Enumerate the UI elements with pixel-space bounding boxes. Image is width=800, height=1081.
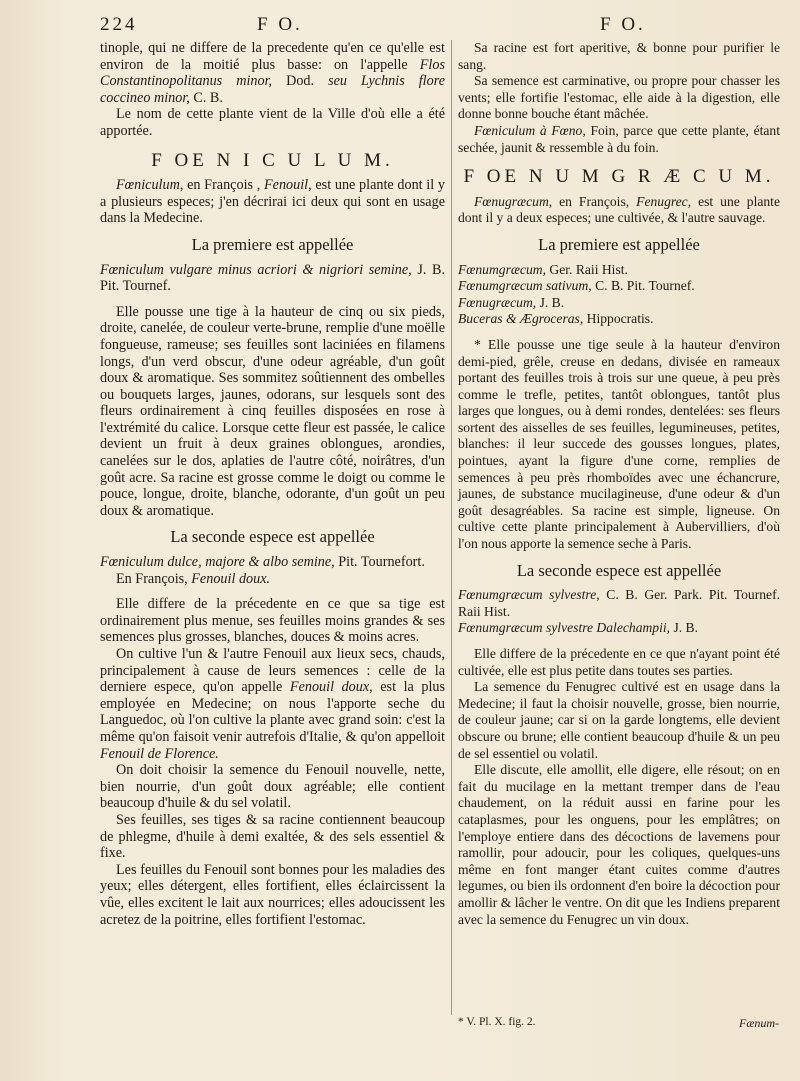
paragraph: Sa semence est carminative, ou propre pour chasser les vents; elle fortifie l'estomac, elle aide à la digestion, elle donne bonne bouche étant mâchée.: [458, 73, 780, 122]
footnote: * V. Pl. X. fig. 2.: [458, 1016, 536, 1028]
author: , Pit. Tournefort.: [331, 554, 425, 571]
paragraph: [100, 646, 445, 762]
latin-name: Fœnumgræcum sativum,: [458, 278, 592, 294]
paragraph: Sa racine est fort aperitive, & bonne pour purifier le sang.: [458, 40, 780, 72]
french-name: Fenouil: [264, 177, 309, 194]
text: , est une plante dont il y a plusieurs especes; j'en décrirai ici deux qui sont en usage dans la Medecine.: [100, 177, 445, 227]
column-rule: [451, 40, 452, 1015]
french-name: Fenugrec: [636, 193, 688, 209]
latin-name: seu Lychnis flore coccineo minor,: [100, 73, 446, 106]
text: En François,: [116, 570, 188, 587]
author: J. B.: [673, 620, 699, 636]
section-title: F OE N U M G R Æ C U M.: [463, 166, 775, 188]
author: J. B. Pit. Tournef.: [100, 261, 446, 295]
paragraph: Elle discute, elle amollit, elle digere, elle résout; on en fait du mucilage en la mettant tremper dans de l'eau chaudement, on la réduit aussi en farine pour les cataplasmes, pour les onguens, pour les emplâtres; on l'employe entiere dans des décoctions de lavemens pour ramollir, pour adoucir, pour les coliques, quelques-uns même en font manger étant cuites comme d'autres legumes, ou bien ils ordonnent d'en boire la décoction pour amollir & lâcher le ventre. On dit que les Indiens preparent avec la semence du Fenugrec un vin doux.: [458, 762, 780, 927]
paragraph: [458, 194, 780, 227]
paragraph: La semence du Fenugrec cultivé est en usage dans la Medecine; il faut la choisir nouvelle, grosse, bien nourrie, de couleur jaune; car si on la garde longtems, elle devient obscure ou brune; elle contient beaucoup d'huile & un peu de sel essentiel ou volatil.: [458, 679, 780, 761]
text: On cultive l'un & l'autre Fenouil aux lieux secs, chauds, principalement à cause de leurs semences : celle de la derniere espece, qu'on appelle: [100, 646, 445, 696]
french-name: Fenouil doux.: [191, 570, 271, 587]
text: , est la plus employée en Medecine; on nous l'apporte seche du Languedoc, où l'on cultive la plante avec grand soin: c'est la même qu'on faisoit venir autrefois d'Italie, & qu'on appelloit: [100, 679, 446, 745]
latin-name: Fœnumgræcum sylvestre,: [458, 587, 600, 603]
paragraph: [100, 177, 445, 227]
synonym: [458, 620, 780, 637]
paragraph: Elle differe de la précedente en ce que n'ayant point été cultivée, elle est plus petite dans toutes ses parties.: [458, 646, 780, 678]
synonym: [100, 262, 445, 295]
text: Foin, parce que cette plante, étant sechée, jaunit & ressemble à du foin.: [458, 122, 780, 155]
left-column: [100, 40, 445, 928]
latin-name: Buceras & Ægroceras,: [458, 311, 584, 327]
author: J. B.: [539, 294, 565, 310]
latin-name: Fœnugræcum: [474, 193, 549, 209]
text: , en François,: [548, 193, 630, 209]
synonym: [100, 571, 445, 588]
section-title: F OE N I C U L U M.: [151, 149, 394, 171]
french-name: Fenouil doux: [289, 679, 370, 696]
french-name: Fenouil de Florence.: [100, 745, 219, 762]
running-head-right: F O.: [600, 14, 646, 35]
right-column: [458, 40, 780, 928]
species-heading: La seconde espece est appellée: [516, 560, 722, 580]
paragraph: On doit choisir la semence du Fenouil nouvelle, nette, bien nourrie, d'un goût doux agréable; elle contient beaucoup d'huile & du sel volatil.: [100, 762, 445, 812]
synonym: [458, 311, 780, 328]
latin-name: Fœniculum dulce, majore & albo semine: [100, 554, 332, 571]
latin-name: Flos Constantinopolitanus minor,: [100, 56, 445, 90]
synonym: [458, 295, 780, 312]
latin-name: Fœnugræcum,: [458, 294, 537, 310]
paragraph: Elle differe de la précedente en ce que sa tige est ordinairement plus menue, ses feuilles moins grandes & ses semences plus grosses, blanches, douces & moins acres.: [100, 596, 445, 646]
text: , en François ,: [179, 177, 261, 194]
synonym: [100, 554, 445, 571]
latin-name: Fœniculum à Fœno,: [474, 122, 586, 138]
paragraph: Ses feuilles, ses tiges & sa racine contiennent beaucoup de phlegme, d'huile à demi exaltée, & des sels essentiel & fixe.: [100, 811, 445, 862]
paragraph: Elle pousse une tige à la hauteur de cinq ou six pieds, droite, canelée, de couleur verte-brune, remplie d'une moëlle fongueuse, rameuse; ses feuilles sont laciniées en filamens longs, d'un verd obscur, d'une odeur agréable, d'un goût doux & aromatique. Ses sommitez soûtiennent des ombelles ou bouquets larges, jaunes, odorans, sur lesquels sont des fleurs ordinairement à cinq feuilles disposées en rose à l'extrémité du calice. Lorsque cette fleur est passée, le calice devient un fruit à deux graines oblongues, arondies, canelées sur le dos, aplaties de l'autre côté, noirâtres, d'un goût acre. Sa racine est grosse comme le doigt ou comme le pouce, longue, droite, blanche, odorante, d'un goût un peu doux & aromatique.: [100, 303, 445, 519]
paragraph: Les feuilles du Fenouil sont bonnes pour les maladies des yeux; elles détergent, elles fortifient, elles éclaircissent la vûe, elles excitent le lait aux nourrices; elles adoucissent les acretez de la poitrine, elles fortifient l'estomac.: [100, 861, 445, 928]
synonym: [458, 278, 780, 295]
synonym: [458, 587, 780, 620]
author: Dod.: [286, 73, 315, 90]
paragraph: [458, 123, 780, 156]
paragraph: [100, 40, 445, 106]
page-number: 224: [100, 14, 138, 35]
author: Ger. Raii Hist.: [549, 261, 628, 277]
text: , est une plante dont il y a deux especes; une cultivée, & l'autre sauvage.: [458, 193, 780, 226]
author: C. B. Pit. Tournef.: [595, 278, 695, 294]
author: Hippocratis.: [586, 311, 654, 327]
author: C. B. Ger. Park. Pit. Tournef. Raii Hist.: [458, 587, 781, 619]
paragraph: * Elle pousse une tige seule à la hauteur d'environ demi-pied, grêle, creuse en dedans, divisée en rameaux portant des feuilles trois à trois sur une queue, à peu près comme le trefle, petites, tantôt oblongues, tantôt plus larges que longues, ou à demi rondes, dentelées: ses fleurs sortent des aisselles de ses feuilles, legumineuses, petites, blanches: il leur succede des gousses longues, plates, pointues, ayant la figure d'une corne, remplies de semences à peu près rhomboïdes avec une échancrure, jaunes, de substance mucilagineuse, d'une odeur & d'un goût desagréables. Sa racine est simple, ligneuse. On cultive cette plante principalement à Aubervilliers, d'où l'on nous apporte la semence seche à Paris.: [458, 336, 780, 552]
latin-name: Fœnumgræcum sylvestre Dalechampii,: [458, 620, 671, 636]
species-heading: La premiere est appellée: [538, 234, 700, 254]
latin-name: Fœniculum vulgare minus acriori & nigriori semine,: [100, 261, 412, 278]
species-heading: La premiere est appellée: [191, 234, 354, 254]
catchword: Fænum-: [739, 1016, 779, 1030]
latin-name: Fœniculum: [116, 177, 180, 194]
latin-name: Fœnumgræcum,: [458, 261, 546, 277]
text: tinople, qui ne differe de la precedente qu'en ce qu'elle est environ de la moitié plus basse: on l'appelle: [100, 40, 445, 73]
synonym: [458, 262, 780, 279]
author: C. B.: [193, 89, 223, 106]
species-heading: La seconde espece est appellée: [170, 527, 375, 547]
running-head-left: F O.: [257, 14, 303, 35]
paragraph: Le nom de cette plante vient de la Ville d'où elle a été apportée.: [100, 106, 445, 139]
